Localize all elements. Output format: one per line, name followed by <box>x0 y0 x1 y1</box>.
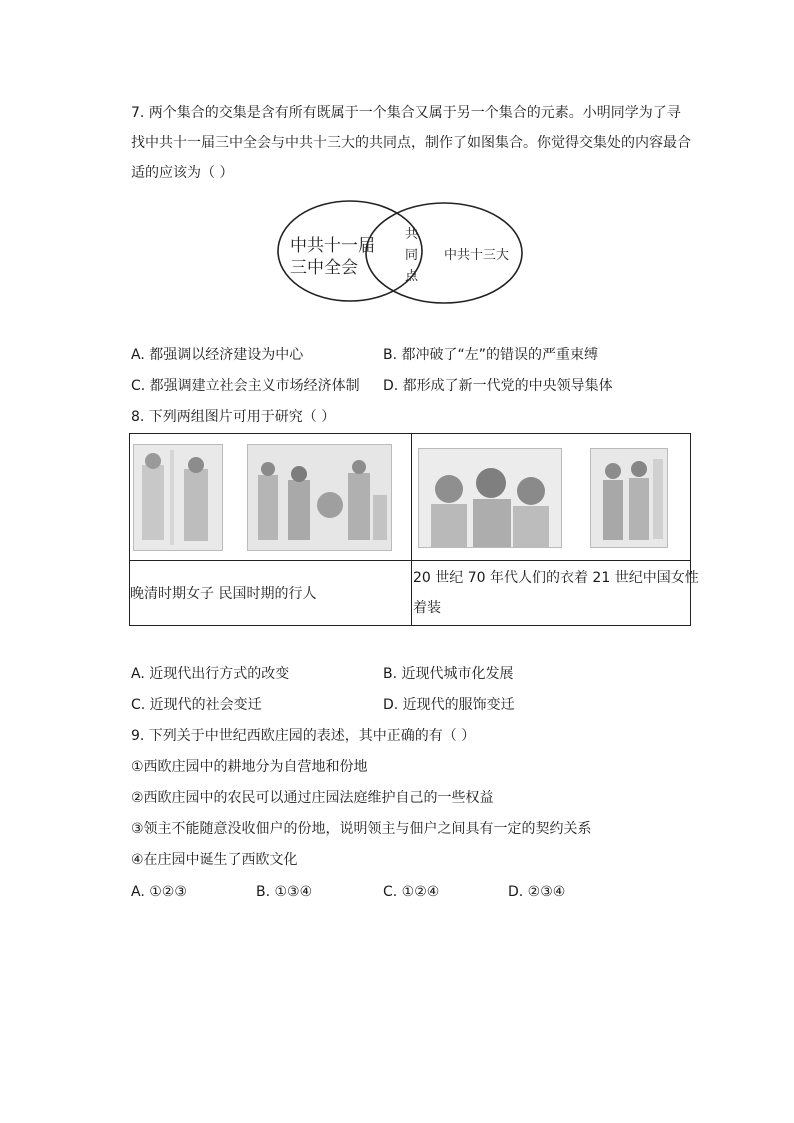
venn-right-label: 中共十三大 <box>444 248 510 263</box>
q9-item-2: ②西欧庄园中的农民可以通过庄园法庭维护自己的一些权益 <box>131 790 494 806</box>
photo-late-qing-women <box>133 444 223 551</box>
venn-left-label-2: 三中全会 <box>290 258 358 278</box>
q8-option-d[interactable]: D. 近现代的服饰变迁 <box>383 697 515 713</box>
caption-left: 晚清时期女子 民国时期的行人 <box>130 586 317 602</box>
q7-option-a[interactable]: A. 都强调以经济建设为中心 <box>131 347 304 363</box>
photo-republic-era-pedestrians <box>247 444 392 551</box>
q7-stem-line-3: 适的应该为（ ） <box>131 165 234 181</box>
q9-item-1: ①西欧庄园中的耕地分为自营地和份地 <box>131 759 368 775</box>
caption-right-line-2: 着装 <box>413 600 441 616</box>
photo-1970s-clothing <box>418 448 562 548</box>
venn-center-label-2: 同 <box>405 248 419 263</box>
q9-item-3: ③领主不能随意没收佃户的份地，说明领主与佃户之间具有一定的契约关系 <box>131 821 592 837</box>
table-vertical-divider <box>411 434 412 625</box>
photo-late-qing-women-image <box>134 445 222 550</box>
photo-21st-century-women <box>590 448 668 548</box>
q7-option-c[interactable]: C. 都强调建立社会主义市场经济体制 <box>131 378 360 394</box>
q8-option-b[interactable]: B. 近现代城市化发展 <box>383 666 514 682</box>
q8-option-a[interactable]: A. 近现代出行方式的改变 <box>131 666 290 682</box>
q7-stem-line-2: 找中共十一届三中全会与中共十三大的共同点，制作了如图集合。你觉得交集处的内容最合 <box>131 135 691 151</box>
venn-center-label-3: 点 <box>405 269 419 284</box>
caption-right-line-1: 20 世纪 70 年代人们的衣着 21 世纪中国女性 <box>413 570 699 586</box>
table-horizontal-divider <box>130 560 690 561</box>
q9-option-c[interactable]: C. ①②④ <box>383 884 440 900</box>
venn-diagram <box>272 195 527 310</box>
q9-item-4: ④在庄园中诞生了西欧文化 <box>131 852 298 868</box>
photo-republic-era-pedestrians-image <box>248 445 391 550</box>
q9-option-d[interactable]: D. ②③④ <box>508 884 566 900</box>
q8-image-table <box>129 433 699 626</box>
q8-stem: 8. 下列两组图片可用于研究（ ） <box>131 409 336 425</box>
photo-1970s-clothing-image <box>419 449 561 547</box>
q9-stem: 9. 下列关于中世纪西欧庄园的表述，其中正确的有（ ） <box>131 728 476 744</box>
venn-center-label-1: 共 <box>405 227 419 242</box>
q7-option-d[interactable]: D. 都形成了新一代党的中央领导集体 <box>383 378 613 394</box>
q8-option-c[interactable]: C. 近现代的社会变迁 <box>131 697 262 713</box>
q7-stem-line-1: 7. 两个集合的交集是含有所有既属于一个集合又属于另一个集合的元素。小明同学为了寻 <box>131 105 681 121</box>
q9-option-a[interactable]: A. ①②③ <box>131 884 187 900</box>
q9-option-b[interactable]: B. ①③④ <box>256 884 313 900</box>
q7-option-b[interactable]: B. 都冲破了“左”的错误的严重束缚 <box>383 347 599 363</box>
photo-21st-century-women-image <box>591 449 667 547</box>
venn-left-label-1: 中共十一届 <box>290 236 375 256</box>
